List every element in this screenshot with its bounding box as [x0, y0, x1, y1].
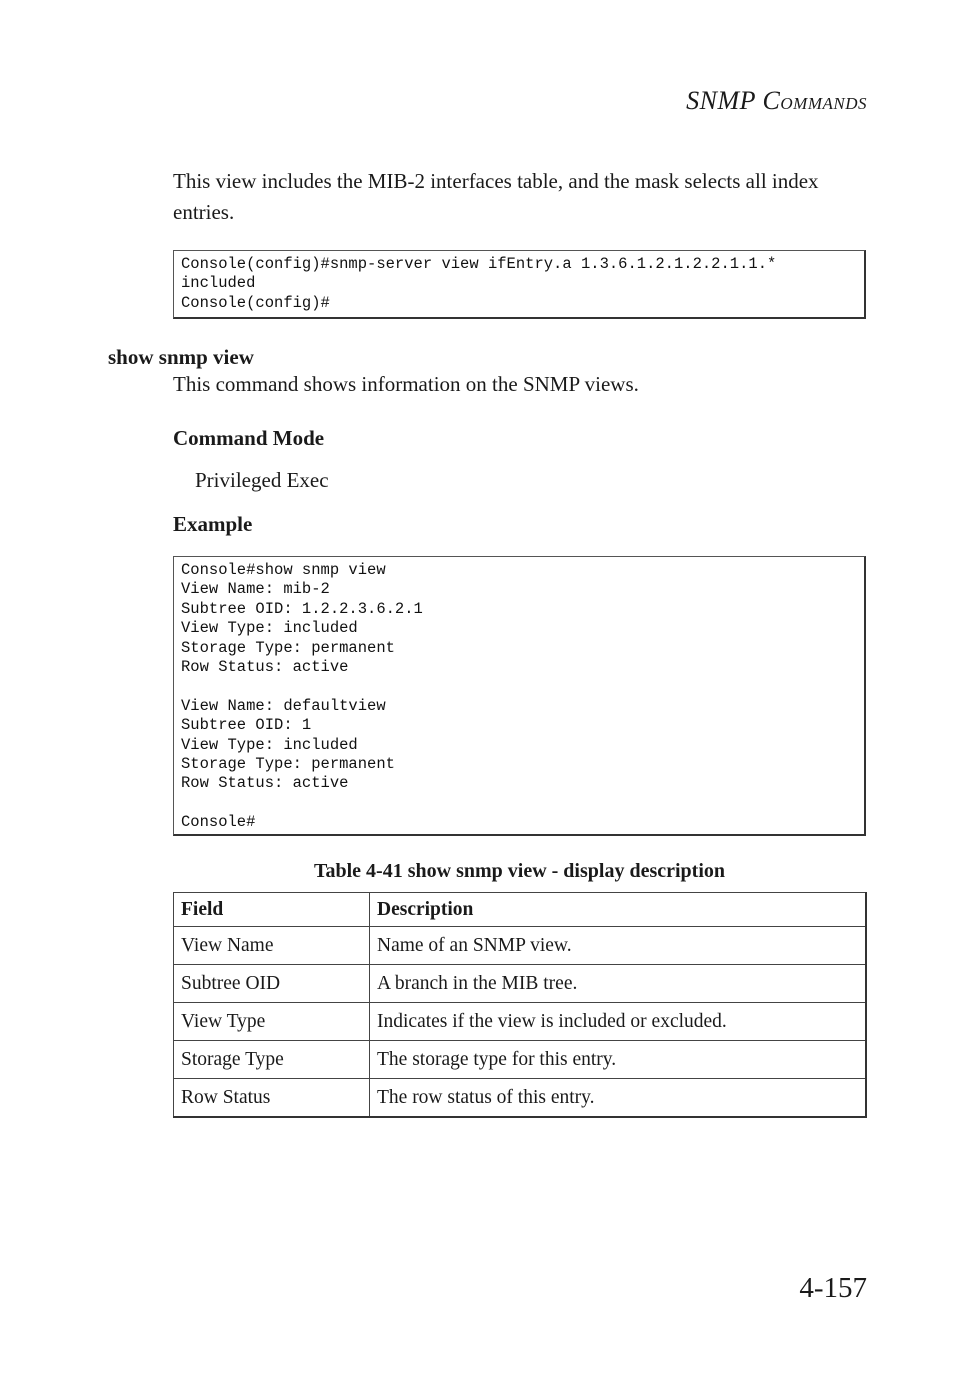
code-example-output: Console#show snmp view View Name: mib-2 Subtree OID: 1.2.2.3.6.2.1 View Type: included Storage Type: permanent Row Status: active View Name: defaultview Subtree OID: 1 View Type: included Storage Type: permanent Row Status: active Console#	[173, 556, 866, 836]
field-cell: Row Status	[174, 1079, 370, 1118]
field-cell: Subtree OID	[174, 965, 370, 1003]
header-description: Description	[370, 893, 867, 927]
header-field: Field	[174, 893, 370, 927]
table-row	[174, 1079, 867, 1118]
table-row	[174, 1003, 867, 1041]
description-cell: Indicates if the view is included or excluded.	[370, 1003, 867, 1041]
field-cell: Storage Type	[174, 1041, 370, 1079]
command-mode-heading: Command Mode	[173, 426, 325, 450]
example-heading: Example	[173, 512, 253, 536]
description-table	[173, 892, 867, 1118]
description-cell: The row status of this entry.	[370, 1079, 867, 1118]
field-cell: View Name	[174, 927, 370, 965]
table-caption: Table 4-41 show snmp view - display description	[314, 860, 725, 882]
command-title: show snmp view	[108, 345, 254, 369]
description-cell: A branch in the MIB tree.	[370, 965, 867, 1003]
command-mode-value: Privileged Exec	[195, 468, 329, 492]
table-row	[174, 1041, 867, 1079]
intro-paragraph: This view includes the MIB-2 interfaces table, and the mask selects all index entries.	[173, 169, 819, 224]
header-title-rest: OMMANDS	[780, 94, 867, 113]
command-description: This command shows information on the SNMP views.	[173, 372, 639, 396]
field-cell: View Type	[174, 1003, 370, 1041]
description-cell: The storage type for this entry.	[370, 1041, 867, 1079]
running-header	[686, 86, 867, 116]
table-row	[174, 927, 867, 965]
description-cell: Name of an SNMP view.	[370, 927, 867, 965]
table-row	[174, 965, 867, 1003]
table-header-row	[174, 893, 867, 927]
code-example-config: Console(config)#snmp-server view ifEntry.a 1.3.6.1.2.1.2.2.1.1.* included Console(config)#	[173, 250, 866, 319]
page-number: 4-157	[799, 1272, 867, 1304]
header-title-initial: SNMP C	[686, 86, 781, 115]
